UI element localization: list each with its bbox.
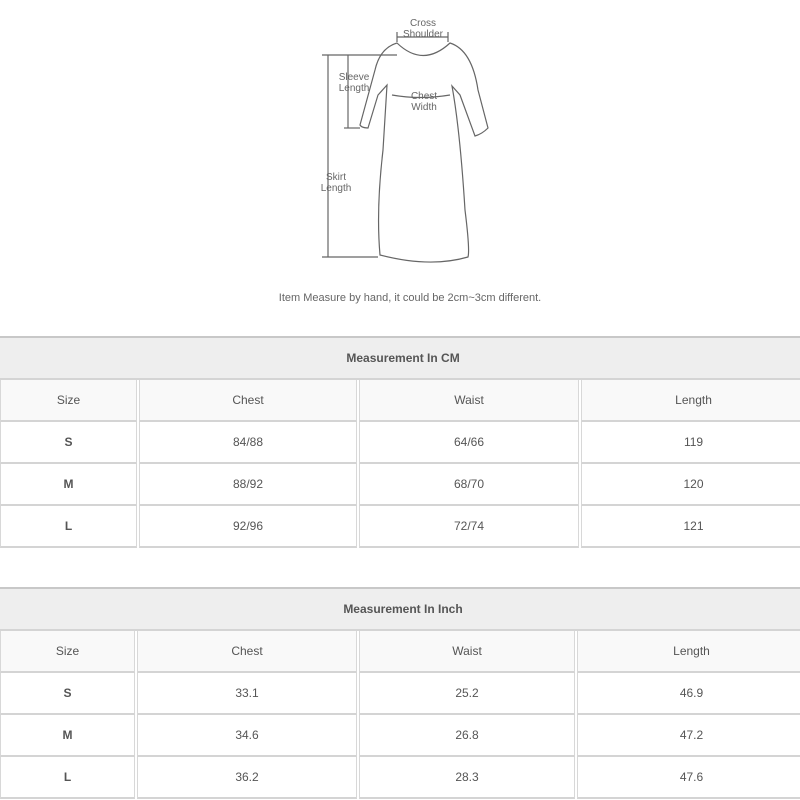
length-cell: 46.9 [577,673,800,715]
table-header-row [0,380,800,422]
size-cell: M [0,464,137,506]
table-title: Measurement In Inch [0,589,800,631]
chest-cell: 92/96 [139,506,357,548]
column-header: Waist [359,380,579,422]
size-cell: L [0,757,135,799]
length-cell: 121 [581,506,800,548]
column-header: Length [577,631,800,673]
column-header: Chest [137,631,357,673]
chest-cell: 88/92 [139,464,357,506]
table-header-row [0,631,800,673]
measurement-note: Item Measure by hand, it could be 2cm~3cm different. [278,292,542,304]
length-cell: 119 [581,422,800,464]
size-cell: L [0,506,137,548]
waist-cell: 68/70 [359,464,579,506]
column-header: Size [0,631,135,673]
table-row [0,422,800,464]
length-cell: 120 [581,464,800,506]
sleeve-length-label: Sleeve Length [338,72,370,94]
table-row [0,757,800,799]
chest-cell: 34.6 [137,715,357,757]
dress-measurement-diagram [260,10,560,310]
waist-cell: 64/66 [359,422,579,464]
chest-width-label: Chest Width [410,91,438,113]
chest-cell: 36.2 [137,757,357,799]
table-row [0,464,800,506]
column-header: Waist [359,631,575,673]
waist-cell: 72/74 [359,506,579,548]
waist-cell: 28.3 [359,757,575,799]
size-cell: S [0,422,137,464]
size-table-cm [0,336,800,548]
column-header: Size [0,380,137,422]
column-header: Length [581,380,800,422]
table-row [0,673,800,715]
dress-outline-icon [260,10,560,310]
table-row [0,506,800,548]
chest-cell: 33.1 [137,673,357,715]
size-cell: S [0,673,135,715]
chest-cell: 84/88 [139,422,357,464]
table-row [0,715,800,757]
size-cell: M [0,715,135,757]
skirt-length-label: Skirt Length [320,172,352,194]
column-header: Chest [139,380,357,422]
cross-shoulder-label: Cross Shoulder [402,18,444,40]
waist-cell: 26.8 [359,715,575,757]
size-table-inch [0,587,800,799]
length-cell: 47.2 [577,715,800,757]
waist-cell: 25.2 [359,673,575,715]
length-cell: 47.6 [577,757,800,799]
table-title: Measurement In CM [0,338,800,380]
